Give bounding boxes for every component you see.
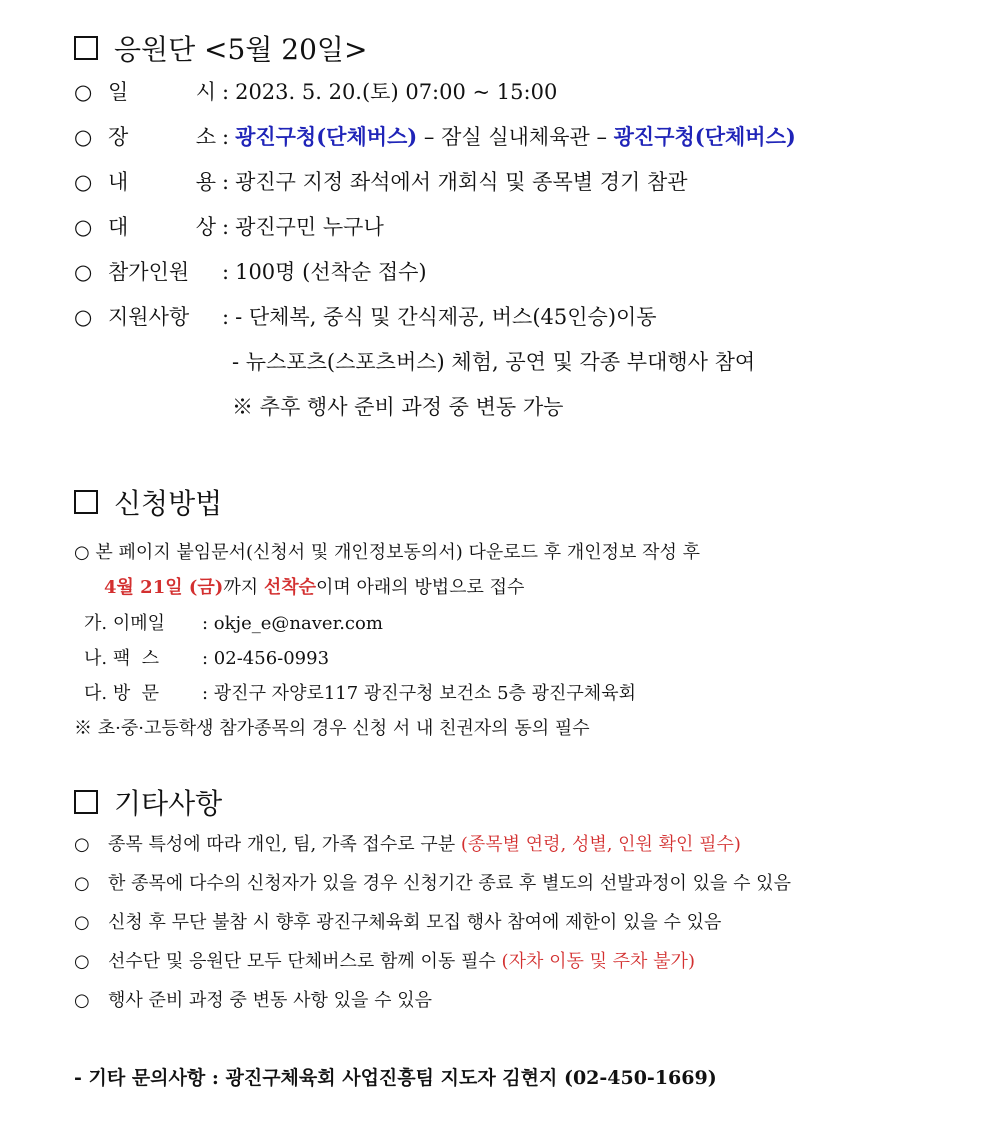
bullet-icon: ○ [74, 170, 93, 194]
label-capacity: 참가인원 [108, 260, 190, 284]
label-support: 지원사항 [108, 305, 190, 329]
bullet-icon: ○ [74, 125, 93, 149]
method-visit: 다. 방 문 : 광진구 자양로117 광진구청 보건소 5층 광진구체육회 [84, 683, 636, 704]
value-target: 광진구민 누구나 [235, 215, 384, 239]
label-target: 대 상 [108, 215, 216, 239]
apply-note: ※ 초·중·고등학생 참가종목의 경우 신청 서 내 친권자의 동의 필수 [74, 718, 590, 739]
label-date: 일 시 [108, 80, 216, 104]
bullet-icon: ○ [74, 305, 93, 329]
cheer-row-date: ○ 일 시 : 2023. 5. 20.(토) 07:00 ~ 15:00 [74, 76, 557, 106]
value-support-1: - 단체복, 중식 및 간식제공, 버스(45인승)이동 [235, 305, 657, 329]
method-fax: 나. 팩 스 : 02-456-0993 [84, 648, 330, 669]
visit-address: 광진구 자양로117 광진구청 보건소 5층 광진구체육회 [213, 683, 636, 704]
bullet-icon: ○ [74, 990, 90, 1011]
place-origin: 광진구청(단체버스) [235, 124, 418, 149]
etc-item: ○ 신청 후 무단 불참 시 향후 광진구체육회 모집 행사 참여에 제한이 있을 수 있음 [74, 912, 722, 933]
place-return: 광진구청(단체버스) [613, 124, 796, 149]
email-link[interactable]: okje_e@naver.com [213, 613, 383, 634]
value-content: 광진구 지정 좌석에서 개회식 및 종목별 경기 참관 [235, 170, 688, 194]
bullet-icon: ○ [74, 951, 90, 972]
deadline-date: 4월 21일 (금) [104, 577, 224, 598]
checkbox-square-icon [74, 790, 98, 814]
cheer-row-content: ○ 내 용 : 광진구 지정 좌석에서 개회식 및 종목별 경기 참관 [74, 166, 688, 196]
value-date: 2023. 5. 20.(토) 07:00 ~ 15:00 [235, 80, 558, 104]
label-place: 장 소 [108, 125, 216, 149]
etc-item: ○ 종목 특성에 따라 개인, 팀, 가족 접수로 구분 (종목별 연령, 성별, 인원 확인 필수) [74, 834, 741, 855]
etc-title-text: 기타사항 [114, 787, 223, 820]
bullet-icon: ○ [74, 834, 90, 855]
cheer-title-text: 응원단 <5월 20일> [114, 33, 368, 66]
support-extra-1: - 뉴스포츠(스포츠버스) 체험, 공연 및 각종 부대행사 참여 [232, 350, 756, 374]
method-email: 가. 이메일 : okje_e@naver.com [84, 613, 383, 634]
apply-line-2: 4월 21일 (금)까지 선착순이며 아래의 방법으로 접수 [104, 577, 525, 598]
etc-item: ○ 선수단 및 응원단 모두 단체버스로 함께 이동 필수 (자차 이동 및 주차 불가) [74, 951, 695, 972]
apply-title-text: 신청방법 [114, 487, 223, 520]
cheer-section-title [74, 28, 367, 68]
cheer-row-capacity: ○ 참가인원 : 100명 (선착순 접수) [74, 256, 427, 286]
support-note: ※ 추후 행사 준비 과정 중 변동 가능 [232, 395, 564, 419]
value-capacity: 100명 (선착순 접수) [235, 260, 427, 284]
etc-item-red-note: (자차 이동 및 주차 불가) [501, 951, 695, 972]
bullet-icon: ○ [74, 260, 93, 284]
apply-section-title [74, 482, 222, 522]
apply-line-1: ○ 본 페이지 붙임문서(신청서 및 개인정보동의서) 다운로드 후 개인정보 작성 후 [74, 542, 700, 563]
etc-section-title [74, 782, 222, 822]
place-middle: – 잠실 실내체육관 – [417, 125, 614, 149]
etc-item-red-note: (종목별 연령, 성별, 인원 확인 필수) [460, 834, 741, 855]
fax-number: 02-456-0993 [213, 648, 330, 669]
first-come-label: 선착순 [263, 577, 316, 598]
bullet-icon: ○ [74, 80, 93, 104]
cheer-row-target: ○ 대 상 : 광진구민 누구나 [74, 211, 384, 241]
label-content: 내 용 [108, 170, 216, 194]
bullet-icon: ○ [74, 873, 90, 894]
etc-item: ○ 행사 준비 과정 중 변동 사항 있을 수 있음 [74, 990, 432, 1011]
cheer-row-support: ○ 지원사항 : - 단체복, 중식 및 간식제공, 버스(45인승)이동 [74, 301, 657, 331]
etc-item: ○ 한 종목에 다수의 신청자가 있을 경우 신청기간 종료 후 별도의 선발과정이 있을 수 있음 [74, 873, 791, 894]
bullet-icon: ○ [74, 215, 93, 239]
bullet-icon: ○ [74, 912, 90, 933]
contact-footer: - 기타 문의사항 : 광진구체육회 사업진흥팀 지도자 김현지 (02-450-1669) [74, 1067, 717, 1089]
cheer-row-place: ○ 장 소 : 광진구청(단체버스) – 잠실 실내체육관 – 광진구청(단체버스) [74, 121, 796, 151]
checkbox-square-icon [74, 36, 98, 60]
checkbox-square-icon [74, 490, 98, 514]
